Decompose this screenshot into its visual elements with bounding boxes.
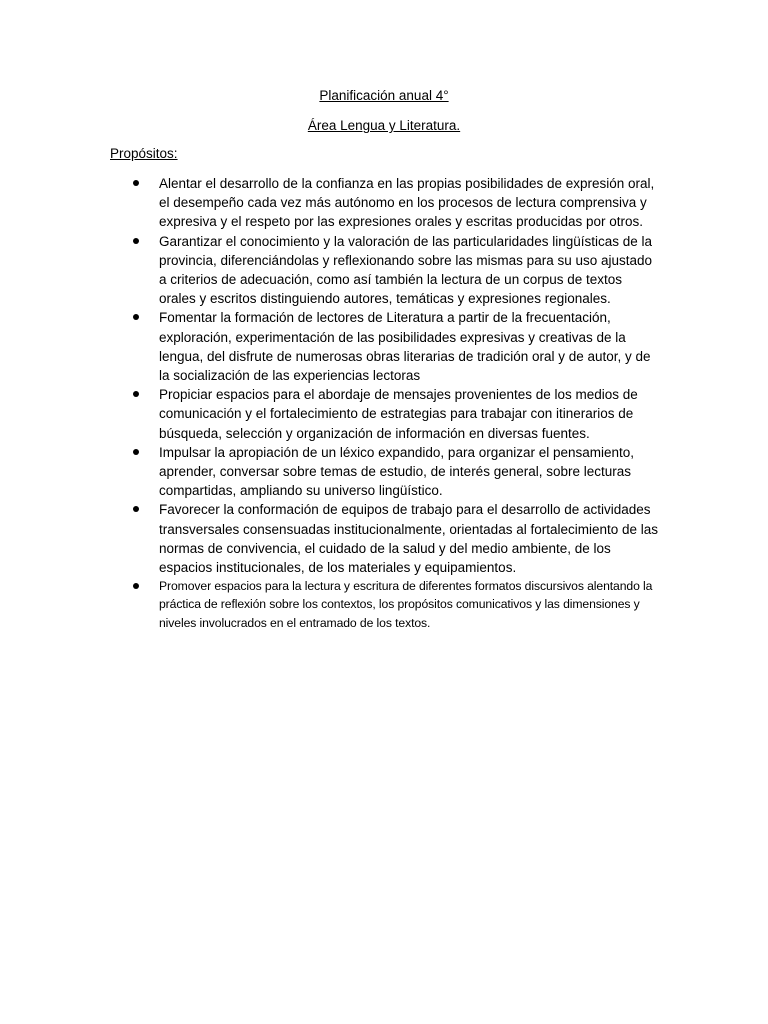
bullet-icon	[133, 180, 139, 186]
bullet-icon	[133, 314, 139, 320]
bullet-icon	[133, 238, 139, 244]
list-item	[0, 500, 659, 577]
list-item-text: Alentar el desarrollo de la confianza en las propias posibilidades de expresión oral, el desempeño cada vez más autónomo en los procesos de lectura comprensiva y expresiva y el respeto por las expresiones orales y escritas producidas por otros.	[159, 176, 655, 230]
list-item	[0, 443, 659, 501]
list-item	[0, 232, 659, 309]
list-item	[0, 308, 659, 385]
list-item-text: Propiciar espacios para el abordaje de mensajes provenientes de los medios de comunicación y el fortalecimiento de estrategias para trabajar con itinerarios de búsqueda, selección y organización de información en diversas fuentes.	[159, 387, 638, 441]
list-item	[0, 577, 659, 632]
list-item	[0, 174, 659, 232]
list-item-text: Promover espacios para la lectura y escritura de diferentes formatos discursivos alentando la práctica de reflexión sobre los contextos, los propósitos comunicativos y las dimensiones y niveles involucrados en el entramado de los textos.	[159, 579, 653, 630]
list-item-text: Fomentar la formación de lectores de Literatura a partir de la frecuentación, exploración, experimentación de las posibilidades expresivas y creativas de la lengua, del disfrute de numerosas obras literarias de tradición oral y de autor, y de la socialización de las experiencias lectoras	[159, 310, 651, 384]
bullet-icon	[133, 583, 139, 589]
list-item-text: Garantizar el conocimiento y la valoración de las particularidades lingüísticas de la provincia, diferenciándolas y reflexionando sobre las mismas para su uso ajustado a criterios de adecuación, como así también la lectura de un corpus de textos orales y escritos distinguiendo autores, temáticas y expresiones regionales.	[159, 233, 653, 307]
document-title: Planificación anual 4°	[319, 88, 449, 103]
list-item	[0, 385, 659, 443]
document-subtitle: Área Lengua y Literatura.	[307, 118, 461, 133]
section-heading: Propósitos:	[110, 146, 178, 161]
purposes-list	[0, 174, 768, 632]
bullet-icon	[133, 449, 139, 455]
bullet-icon	[133, 506, 139, 512]
list-item-text: Favorecer la conformación de equipos de trabajo para el desarrollo de actividades transversales consensuadas institucionalmente, orientadas al fortalecimiento de las normas de convivencia, el cuidado de la salud y del medio ambiente, de los espacios institucionales, de los materiales y equipamientos.	[159, 502, 659, 576]
list-item-text: Impulsar la apropiación de un léxico expandido, para organizar el pensamiento, aprender, conversar sobre temas de estudio, de interés general, sobre lecturas compartidas, ampliando su universo lingüístico.	[159, 444, 635, 499]
bullet-icon	[133, 391, 139, 397]
